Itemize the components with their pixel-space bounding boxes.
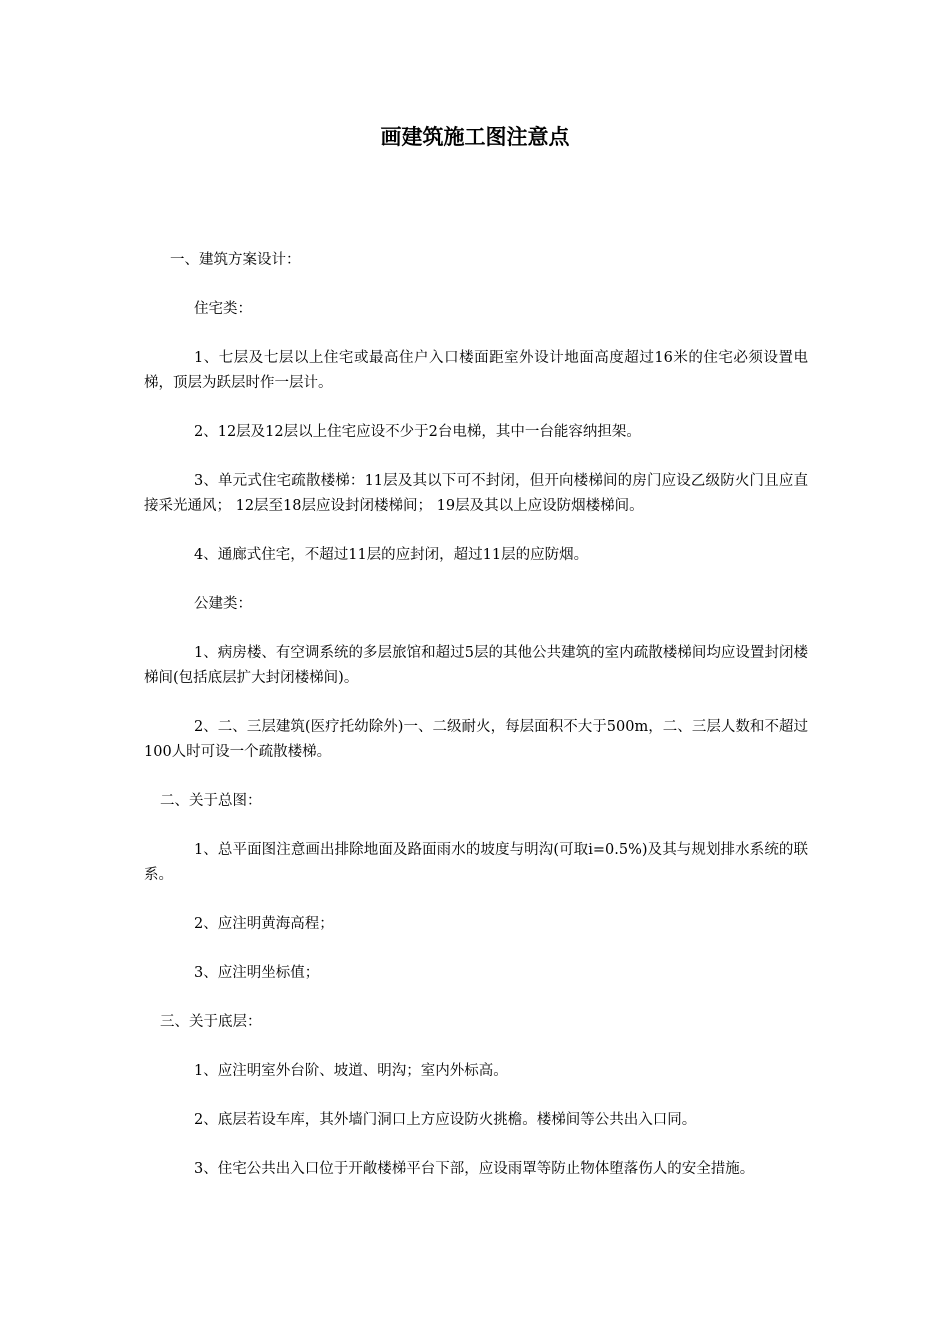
paragraph-residential-2: 2、12层及12层以上住宅应设不少于2台电梯，其中一台能容纳担架。	[194, 424, 641, 440]
paragraph-site-3: 3、应注明坐标值；	[194, 965, 320, 981]
subsection-label-public: 公建类：	[194, 596, 252, 612]
section-heading-scheme-design: 一、建筑方案设计：	[170, 252, 301, 268]
paragraph-public-1: 1、病房楼、有空调系统的多层旅馆和超过5层的其他公共建筑的室内疏散楼梯间均应设置封闭楼梯间(包括底层扩大封闭楼梯间)。	[144, 645, 808, 686]
paragraph-residential-3: 3、单元式住宅疏散楼梯：11层及其以下可不封闭，但开向楼梯间的房门应设乙级防火门且应直接采光通风； 12层至18层应设封闭楼梯间； 19层及其以上应设防烟楼梯间。	[144, 473, 808, 514]
document-body	[144, 248, 808, 1206]
section-heading-site-plan: 二、关于总图：	[160, 793, 262, 809]
paragraph-ground-1: 1、应注明室外台阶、坡道、明沟；室内外标高。	[194, 1063, 508, 1079]
paragraph-public-2: 2、二、三层建筑(医疗托幼除外)一、二级耐火，每层面积不大于500m，二、三层人数和不超过100人时可设一个疏散楼梯。	[144, 719, 808, 760]
paragraph-site-2: 2、应注明黄海高程；	[194, 916, 334, 932]
document-title: 画建筑施工图注意点	[380, 124, 570, 149]
paragraph-ground-2: 2、底层若设车库，其外墙门洞口上方应设防火挑檐。楼梯间等公共出入口同。	[194, 1112, 697, 1128]
section-heading-ground-floor: 三、关于底层：	[160, 1014, 262, 1030]
paragraph-ground-3: 3、住宅公共出入口位于开敞楼梯平台下部，应设雨罩等防止物体堕落伤人的安全措施。	[194, 1161, 755, 1177]
paragraph-residential-4: 4、通廊式住宅，不超过11层的应封闭，超过11层的应防烟。	[194, 547, 589, 563]
subsection-label-residential: 住宅类：	[194, 301, 252, 317]
paragraph-residential-1: 1、七层及七层以上住宅或最高住户入口楼面距室外设计地面高度超过16米的住宅必须设置电梯，顶层为跃层时作一层计。	[144, 350, 808, 391]
paragraph-site-1: 1、总平面图注意画出排除地面及路面雨水的坡度与明沟(可取i=0.5%)及其与规划排水系统的联系。	[144, 842, 808, 883]
